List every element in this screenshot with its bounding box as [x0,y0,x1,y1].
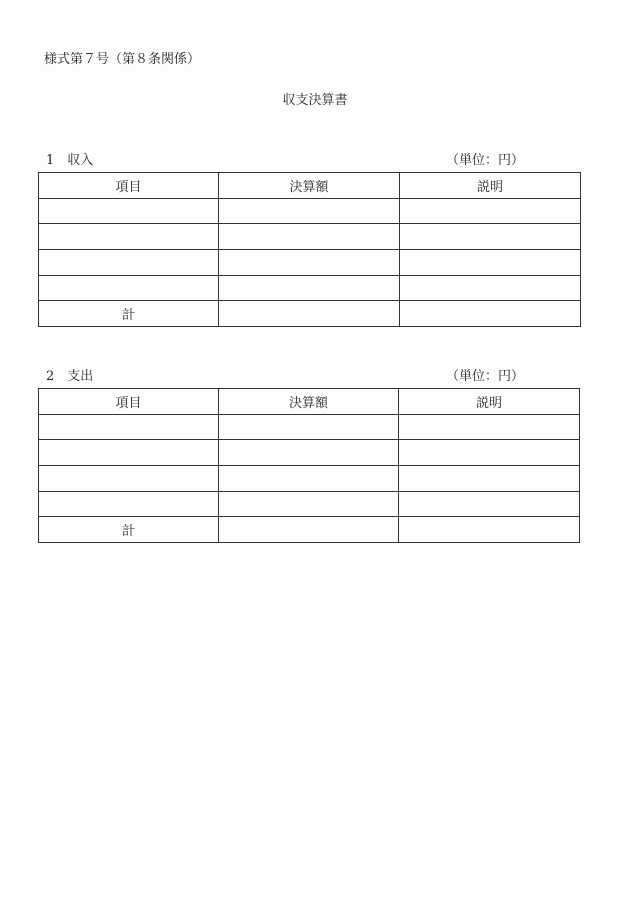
description-cell[interactable] [399,491,580,517]
table-header-row [39,389,580,415]
table-row [39,414,580,440]
total-description-cell[interactable] [399,517,580,543]
amount-cell[interactable] [219,224,400,250]
header-description: 説明 [400,173,581,199]
item-cell[interactable] [39,224,219,250]
table-row [39,198,581,224]
item-cell[interactable] [39,491,219,517]
description-cell[interactable] [400,198,581,224]
header-item: 項目 [39,389,219,415]
description-cell[interactable] [400,250,581,276]
table-row [39,466,580,492]
total-label: 計 [39,517,219,543]
table-row [39,250,581,276]
item-cell[interactable] [39,414,219,440]
table-row [39,491,580,517]
income-unit-label: （単位：円） [446,153,525,168]
item-cell[interactable] [39,275,219,301]
header-amount: 決算額 [219,389,399,415]
form-label: 様式第７号（第８条関係） [44,52,201,67]
total-label: 計 [39,301,219,327]
table-header-row [39,173,581,199]
amount-cell[interactable] [219,491,399,517]
total-row [39,301,581,327]
table-row [39,275,581,301]
expense-unit-label: （単位：円） [446,369,525,384]
amount-cell[interactable] [219,466,399,492]
page-title: 収支決算書 [282,93,348,108]
expense-heading: 2 支出 [46,369,94,384]
header-description: 説明 [399,389,580,415]
description-cell[interactable] [399,466,580,492]
income-heading: 1 収入 [46,153,94,168]
item-cell[interactable] [39,198,219,224]
amount-cell[interactable] [219,275,400,301]
item-cell[interactable] [39,250,219,276]
table-row [39,440,580,466]
expense-table [38,388,580,543]
description-cell[interactable] [399,440,580,466]
item-cell[interactable] [39,440,219,466]
total-amount-cell[interactable] [219,301,400,327]
amount-cell[interactable] [219,250,400,276]
income-table [38,172,581,327]
header-amount: 決算額 [219,173,400,199]
amount-cell[interactable] [219,198,400,224]
table-row [39,224,581,250]
description-cell[interactable] [400,275,581,301]
description-cell[interactable] [400,224,581,250]
total-description-cell[interactable] [400,301,581,327]
description-cell[interactable] [399,414,580,440]
amount-cell[interactable] [219,440,399,466]
total-amount-cell[interactable] [219,517,399,543]
header-item: 項目 [39,173,219,199]
amount-cell[interactable] [219,414,399,440]
total-row [39,517,580,543]
item-cell[interactable] [39,466,219,492]
